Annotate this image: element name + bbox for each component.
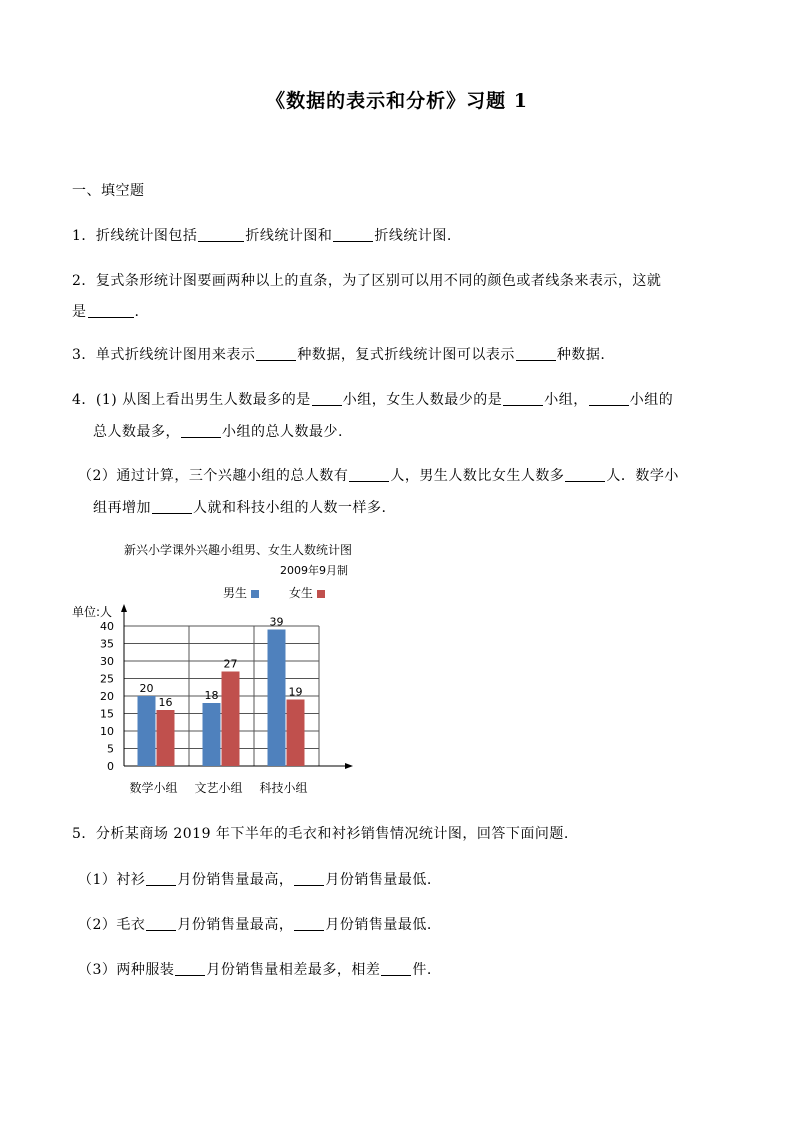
bar	[222, 672, 240, 767]
data-label: 20	[139, 682, 154, 695]
bar	[287, 700, 305, 767]
question-3: 3．单式折线统计图用来表示 种数据，复式折线统计图可以表示 种数据.	[72, 347, 606, 363]
question-1: 1．折线统计图包括 折线统计图和 折线统计图.	[72, 228, 452, 244]
y-tick-label: 5	[107, 742, 114, 756]
legend-label-girls: 女生	[288, 586, 313, 600]
answer-blank[interactable]	[312, 391, 342, 406]
answer-blank[interactable]	[381, 961, 411, 976]
question-5-part-1: （1）衬衫 月份销售量最高， 月份销售量最低.	[78, 872, 432, 888]
question-4-line-2: 总人数最多， 小组的总人数最少.	[93, 424, 343, 440]
y-tick-label: 10	[100, 725, 114, 738]
question-4-line-4: 组再增加 人就和科技小组的人数一样多.	[93, 500, 387, 516]
x-tick-label: 数学小组	[129, 781, 178, 795]
chart-legend	[223, 585, 325, 600]
y-tick-label: 30	[100, 655, 114, 668]
section-heading: 一、填空题	[72, 183, 145, 199]
bar	[138, 696, 156, 766]
chart-subtitle: 2009年9月制	[280, 564, 348, 577]
plot-area	[100, 604, 353, 795]
answer-blank[interactable]	[256, 346, 296, 361]
x-tick-label: 科技小组	[259, 781, 308, 795]
legend-swatch-girls	[317, 590, 325, 598]
question-5-part-2: （2）毛衣 月份销售量最高， 月份销售量最低.	[78, 917, 432, 933]
answer-blank[interactable]	[152, 499, 192, 514]
answer-blank[interactable]	[88, 303, 134, 318]
answer-blank[interactable]	[516, 346, 556, 361]
question-5-intro: 5．分析某商场 2019 年下半年的毛衣和衬衫销售情况统计图，回答下面问题.	[72, 826, 569, 842]
data-label: 19	[288, 685, 303, 699]
answer-blank[interactable]	[503, 391, 543, 406]
answer-blank[interactable]	[565, 467, 605, 482]
question-5-part-3: （3）两种服装 月份销售量相差最多，相差 件.	[78, 962, 432, 978]
answer-blank[interactable]	[333, 227, 373, 242]
question-2-line-1: 2．复式条形统计图要画两种以上的直条，为了区别可以用不同的颜色或者线条来表示，这就	[72, 273, 662, 289]
x-axis-arrow	[345, 763, 353, 769]
bar	[203, 703, 221, 766]
bar	[157, 710, 175, 766]
legend-label-boys: 男生	[222, 586, 247, 600]
data-label: 16	[158, 696, 173, 709]
question-4-line-3: （2）通过计算，三个兴趣小组的总人数有 人，男生人数比女生人数多 人．数学小	[78, 468, 679, 484]
y-tick-label: 40	[100, 620, 114, 633]
bar	[268, 630, 286, 767]
y-axis-arrow	[121, 604, 127, 612]
question-4-line-1: 4．(1) 从图上看出男生人数最多的是 小组，女生人数最少的是 小组， 小组的	[72, 392, 674, 408]
answer-blank[interactable]	[198, 227, 244, 242]
y-tick-label: 25	[100, 672, 114, 686]
bar-chart	[60, 536, 380, 806]
answer-blank[interactable]	[146, 916, 176, 931]
answer-blank[interactable]	[349, 467, 389, 482]
answer-blank[interactable]	[146, 871, 176, 886]
question-2-line-2: 是 .	[72, 304, 140, 320]
data-label: 18	[204, 689, 219, 702]
y-tick-label: 15	[100, 707, 114, 721]
answer-blank[interactable]	[175, 961, 205, 976]
x-tick-label: 文艺小组	[194, 781, 243, 795]
data-label: 39	[269, 615, 284, 629]
data-label: 27	[223, 657, 238, 671]
y-axis-label: 单位:人	[72, 605, 113, 619]
y-tick-label: 0	[107, 760, 114, 773]
answer-blank[interactable]	[181, 423, 221, 438]
y-tick-label: 20	[100, 690, 114, 703]
answer-blank[interactable]	[294, 871, 324, 886]
y-tick-label: 35	[100, 637, 114, 651]
answer-blank[interactable]	[589, 391, 629, 406]
answer-blank[interactable]	[294, 916, 324, 931]
legend-swatch-boys	[251, 590, 259, 598]
page-title: 《数据的表示和分析》习题 1	[266, 90, 528, 112]
chart-title: 新兴小学课外兴趣小组男、女生人数统计图	[123, 543, 353, 557]
